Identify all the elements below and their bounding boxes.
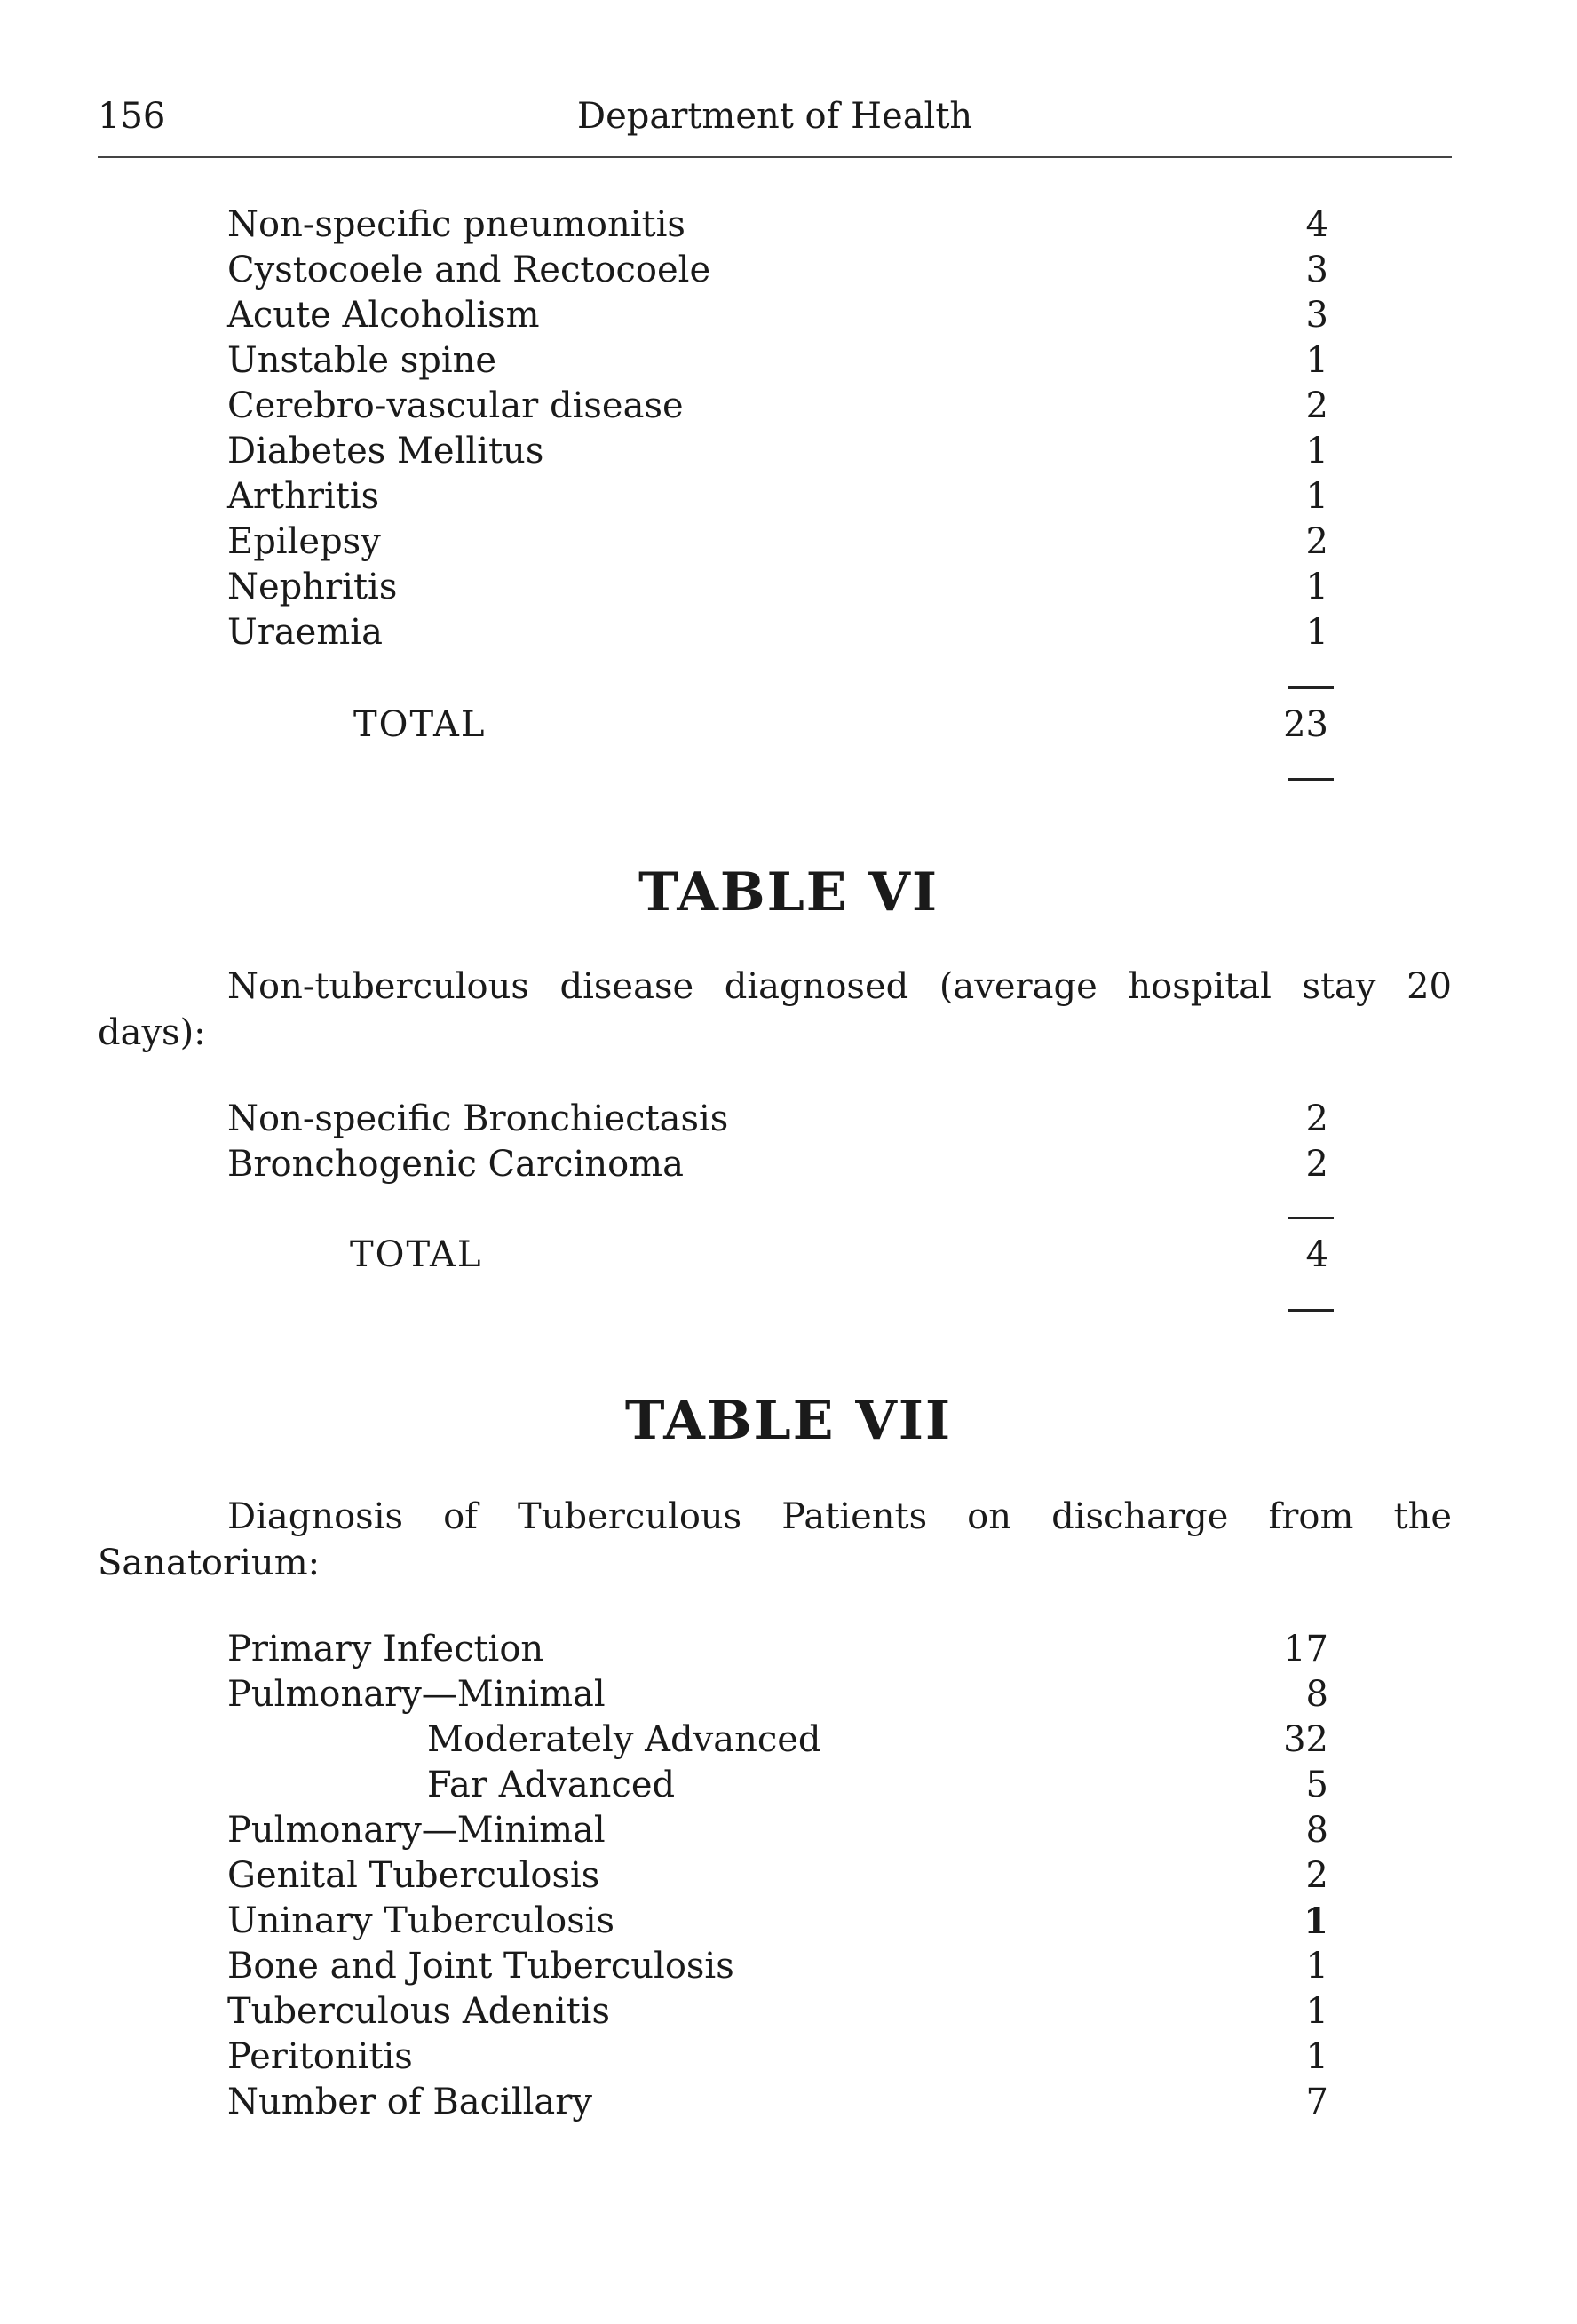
row-label: Uraemia (227, 612, 383, 653)
row-value: 1 (1305, 612, 1328, 653)
row-value: 2 (1305, 1855, 1328, 1896)
row-value: 8 (1305, 1674, 1328, 1715)
row-value: 1 (1305, 567, 1328, 607)
row-value: 7 (1305, 2082, 1328, 2122)
table-row (227, 1944, 1328, 1989)
table-vii-heading: TABLE VII (624, 1390, 953, 1452)
row-label: Primary Infection (227, 1629, 544, 1670)
table-row (227, 248, 1328, 293)
row-label: Uninary Tuberculosis (227, 1900, 615, 1941)
table-row (227, 384, 1328, 429)
total-value: 4 (1305, 1234, 1328, 1275)
table-row (227, 1899, 1328, 1944)
row-label: Pulmonary—Minimal (227, 1674, 606, 1715)
table-row (227, 429, 1328, 474)
table-row (227, 1097, 1328, 1142)
table-row (227, 520, 1328, 565)
row-value: 5 (1305, 1765, 1328, 1805)
row-label: Tuberculous Adenitis (227, 1991, 610, 2032)
table-vi-heading: TABLE VI (638, 861, 939, 924)
row-label: Genital Tuberculosis (227, 1855, 600, 1896)
row-value: 2 (1305, 1099, 1328, 1139)
table-row (227, 1989, 1328, 2034)
table-row (227, 1672, 1328, 1717)
table-row (227, 202, 1328, 248)
row-value: 1 (1305, 431, 1328, 472)
row-value: 1 (1304, 1900, 1328, 1942)
table-vi-intro (98, 964, 1452, 1056)
row-label: Bone and Joint Tuberculosis (227, 1946, 734, 1987)
intro-line: Diagnosis of Tuberculous Patients on discharge from the (227, 1496, 1452, 1537)
table-row (227, 1853, 1328, 1899)
table-row (227, 293, 1328, 338)
row-value: 3 (1305, 295, 1328, 336)
header-rule (98, 156, 1452, 158)
intro-line: Sanatorium: (98, 1543, 321, 1583)
table-vii-intro (98, 1494, 1452, 1586)
table-row (227, 610, 1328, 655)
page-number: 156 (98, 96, 166, 137)
total-rule-top (1288, 686, 1334, 689)
row-value: 4 (1305, 204, 1328, 245)
table-vi (227, 1097, 1328, 1187)
row-label: Non-specific pneumonitis (227, 204, 685, 245)
row-value: 1 (1305, 476, 1328, 517)
total-rule-bottom (1288, 1309, 1334, 1312)
total-rule-top (1288, 1217, 1334, 1219)
row-label: Epilepsy (227, 521, 381, 562)
row-label: Cerebro-vascular disease (227, 385, 684, 426)
row-label: Non-specific Bronchiectasis (227, 1099, 729, 1139)
row-value: 2 (1305, 385, 1328, 426)
row-value: 1 (1305, 1946, 1328, 1987)
table-row (227, 2034, 1328, 2080)
row-label: Unstable spine (227, 340, 497, 381)
table-row (227, 1763, 1328, 1808)
row-label: Far Advanced (427, 1765, 676, 1805)
total-label: TOTAL (353, 704, 487, 745)
row-value: 1 (1305, 1991, 1328, 2032)
row-value: 32 (1283, 1719, 1328, 1760)
row-label: Pulmonary—Minimal (227, 1810, 606, 1851)
table-row (227, 1717, 1328, 1763)
row-value: 2 (1305, 1144, 1328, 1185)
table-vii (227, 1627, 1328, 2125)
page-header (98, 96, 1447, 140)
row-label: Arthritis (227, 476, 380, 517)
row-label: Bronchogenic Carcinoma (227, 1144, 684, 1185)
intro-line: Non-tuberculous disease diagnosed (average hospital stay 20 (227, 966, 1452, 1007)
row-value: 1 (1305, 340, 1328, 381)
row-label: Nephritis (227, 567, 398, 607)
total-label: TOTAL (350, 1234, 483, 1275)
table-row (227, 474, 1328, 520)
row-label: Moderately Advanced (427, 1719, 821, 1760)
intro-line: days): (98, 1012, 206, 1053)
row-value: 8 (1305, 1810, 1328, 1851)
table-row (227, 1142, 1328, 1187)
row-value: 17 (1283, 1629, 1328, 1670)
total-rule-bottom (1288, 778, 1334, 781)
table-row (227, 338, 1328, 384)
table-row (227, 2080, 1328, 2125)
table-row (227, 565, 1328, 610)
table-row (227, 1808, 1328, 1853)
total-value: 23 (1283, 704, 1328, 745)
row-label: Acute Alcoholism (227, 295, 540, 336)
row-label: Cystocoele and Rectocoele (227, 250, 711, 290)
table-v-continuation (227, 202, 1328, 655)
row-label: Number of Bacillary (227, 2082, 592, 2122)
table-row (227, 1627, 1328, 1672)
row-value: 1 (1305, 2036, 1328, 2077)
running-title: Department of Health (577, 96, 973, 137)
row-value: 2 (1305, 521, 1328, 562)
row-label: Peritonitis (227, 2036, 413, 2077)
row-value: 3 (1305, 250, 1328, 290)
row-label: Diabetes Mellitus (227, 431, 544, 472)
